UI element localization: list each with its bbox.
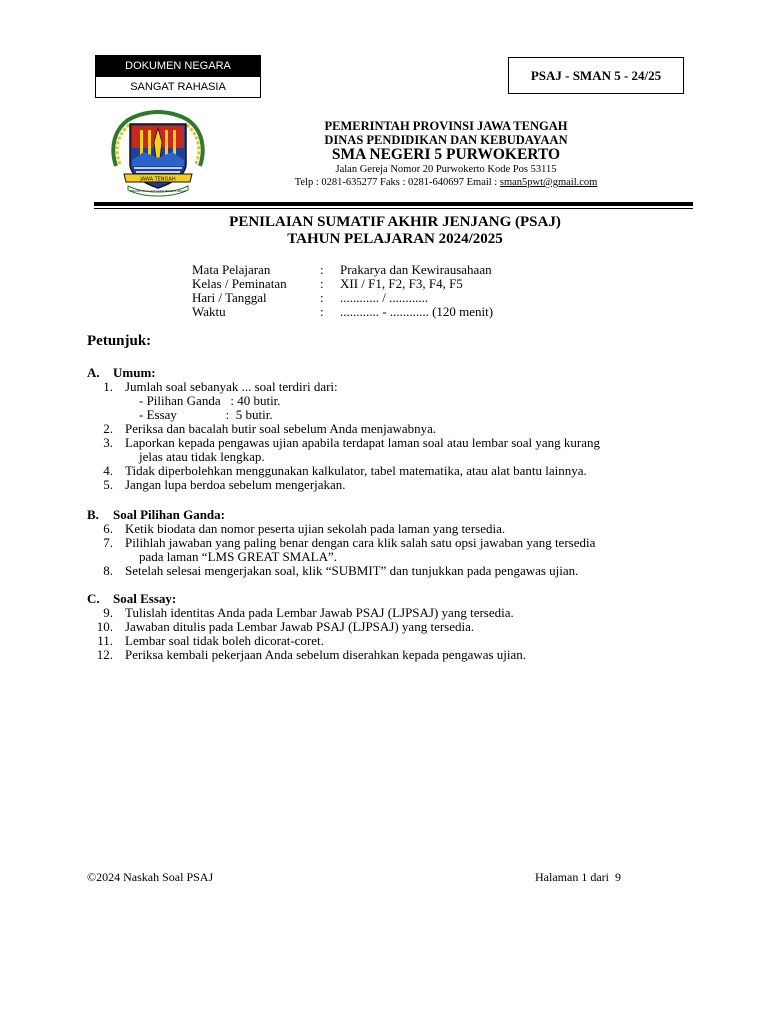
item-text: Tulislah identitas Anda pada Lembar Jawab PSAJ (LJPSAJ) yang tersedia. (125, 605, 514, 620)
section-heading (87, 366, 707, 380)
section-heading (87, 508, 707, 522)
sub-item: - Pilihan Ganda : 40 butir. (139, 393, 281, 408)
letterhead-province: PEMERINTAH PROVINSI JAWA TENGAH (324, 119, 568, 133)
exam-info-value: XII / F1, F2, F3, F4, F5 (340, 276, 463, 291)
list-item (87, 648, 707, 662)
item-number: 1. (103, 379, 113, 394)
sub-item: - Essay : 5 butir. (139, 407, 273, 422)
section-letter: B. (87, 507, 99, 522)
exam-info-row (192, 263, 493, 277)
exam-title-line1: PENILAIAN SUMATIF AKHIR JENJANG (PSAJ) (229, 214, 561, 230)
section-essay (87, 592, 707, 662)
item-text: Ketik biodata dan nomor peserta ujian sekolah pada laman yang tersedia. (125, 521, 506, 536)
item-text: Periksa dan bacalah butir soal sebelum Anda menjawabnya. (125, 421, 437, 436)
section-general (87, 366, 707, 492)
letterhead-department: DINAS PENDIDIKAN DAN KEBUDAYAAN (324, 133, 568, 147)
item-text: Tidak diperbolehkan menggunakan kalkulator, tabel matematika, atau alat bantu lainnya. (125, 463, 587, 478)
list-item (87, 634, 707, 648)
exam-info-row (192, 291, 493, 305)
logo-motto-text: PRASETYA ULAH SAKTI BHAKTI PRAJA (130, 189, 186, 193)
section-title: Soal Pilihan Ganda: (113, 507, 225, 522)
exam-info-separator: : (320, 276, 324, 291)
exam-info-separator: : (320, 262, 324, 277)
item-number: 4. (103, 463, 113, 478)
list-item (87, 436, 707, 450)
item-number: 2. (103, 421, 113, 436)
item-number: 11. (97, 633, 113, 648)
exam-title (90, 214, 700, 248)
list-item (87, 536, 707, 550)
list-item (87, 606, 707, 620)
letterhead-contact (262, 176, 630, 189)
item-text: Lembar soal tidak boleh dicorat-coret. (125, 633, 324, 648)
exam-info-value: ............ / ............ (340, 290, 429, 305)
exam-title-line2: TAHUN PELAJARAN 2024/2025 (287, 231, 503, 247)
exam-info-value: Prakarya dan Kewirausahaan (340, 262, 492, 277)
exam-info-separator: : (320, 304, 324, 319)
item-text-continuation: jelas atau tidak lengkap. (139, 449, 265, 464)
footer-copyright: ©2024 Naskah Soal PSAJ (87, 870, 214, 884)
list-item (87, 478, 707, 492)
letterhead-address: Jalan Gereja Nomor 20 Purwokerto Kode Pos 53115 (335, 164, 557, 175)
item-number: 6. (103, 521, 113, 536)
letterhead-school-name: SMA NEGERI 5 PURWOKERTO (331, 146, 561, 163)
exam-info-label: Hari / Tanggal (192, 290, 267, 305)
item-text: Jumlah soal sebanyak ... soal terdiri dari: (125, 379, 338, 394)
section-letter: A. (87, 365, 100, 380)
section-multiple-choice (87, 508, 707, 578)
letterhead-divider-thin (94, 208, 693, 209)
item-number: 7. (103, 535, 113, 550)
item-text: Laporkan kepada pengawas ujian apabila terdapat laman soal atau lembar soal yang kurang (125, 435, 601, 450)
list-item (87, 380, 707, 394)
document-code: PSAJ - SMAN 5 - 24/25 (508, 57, 684, 94)
letterhead-email-link[interactable]: sman5pwt@gmail.com (499, 177, 598, 188)
item-number: 10. (96, 619, 113, 634)
item-text: Pilihlah jawaban yang paling benar dengan cara klik salah satu opsi jawaban yang tersedia (125, 535, 596, 550)
exam-info-value: ............ - ............ (120 menit) (340, 304, 494, 319)
letterhead-contact-text: Telp : 0281-635277 Faks : 0281-640697 Email : (294, 177, 500, 188)
section-heading (87, 592, 707, 606)
classification-box (95, 55, 261, 98)
exam-info-table (192, 263, 493, 319)
letterhead (262, 119, 630, 189)
footer-page-number: Halaman 1 dari 9 (535, 870, 621, 884)
item-text: Jawaban ditulis pada Lembar Jawab PSAJ (LJPSAJ) yang tersedia. (125, 619, 475, 634)
item-text: Periksa kembali pekerjaan Anda sebelum diserahkan kepada pengawas ujian. (125, 647, 527, 662)
exam-info-row (192, 277, 493, 291)
list-item (87, 464, 707, 478)
item-text-continuation: pada laman “LMS GREAT SMALA”. (139, 549, 337, 564)
exam-info-label: Kelas / Peminatan (192, 276, 287, 291)
classification-label-top: DOKUMEN NEGARA (96, 56, 260, 77)
jawa-tengah-emblem-logo (104, 108, 212, 200)
item-number: 5. (103, 477, 113, 492)
list-item (87, 620, 707, 634)
item-text: Setelah selesai mengerjakan soal, klik “SUBMIT” dan tunjukkan pada pengawas ujian. (125, 563, 579, 578)
list-item (87, 422, 707, 436)
item-number: 12. (96, 647, 113, 662)
section-letter: C. (87, 591, 100, 606)
classification-label-bottom: SANGAT RAHASIA (130, 81, 226, 93)
exam-info-label: Mata Pelajaran (192, 262, 271, 277)
item-number: 8. (103, 563, 113, 578)
letterhead-divider-thick (94, 202, 693, 206)
logo-ribbon-text: JAWA TENGAH (140, 176, 176, 183)
section-title: Soal Essay: (113, 591, 177, 606)
item-number: 9. (103, 605, 113, 620)
exam-info-row (192, 305, 493, 319)
item-number: 3. (103, 435, 113, 450)
exam-info-label: Waktu (192, 304, 226, 319)
exam-info-separator: : (320, 290, 324, 305)
item-text: Jangan lupa berdoa sebelum mengerjakan. (125, 477, 346, 492)
list-item (87, 522, 707, 536)
section-title: Umum: (113, 365, 156, 380)
list-item (87, 564, 707, 578)
instructions-heading: Petunjuk: (87, 333, 152, 349)
